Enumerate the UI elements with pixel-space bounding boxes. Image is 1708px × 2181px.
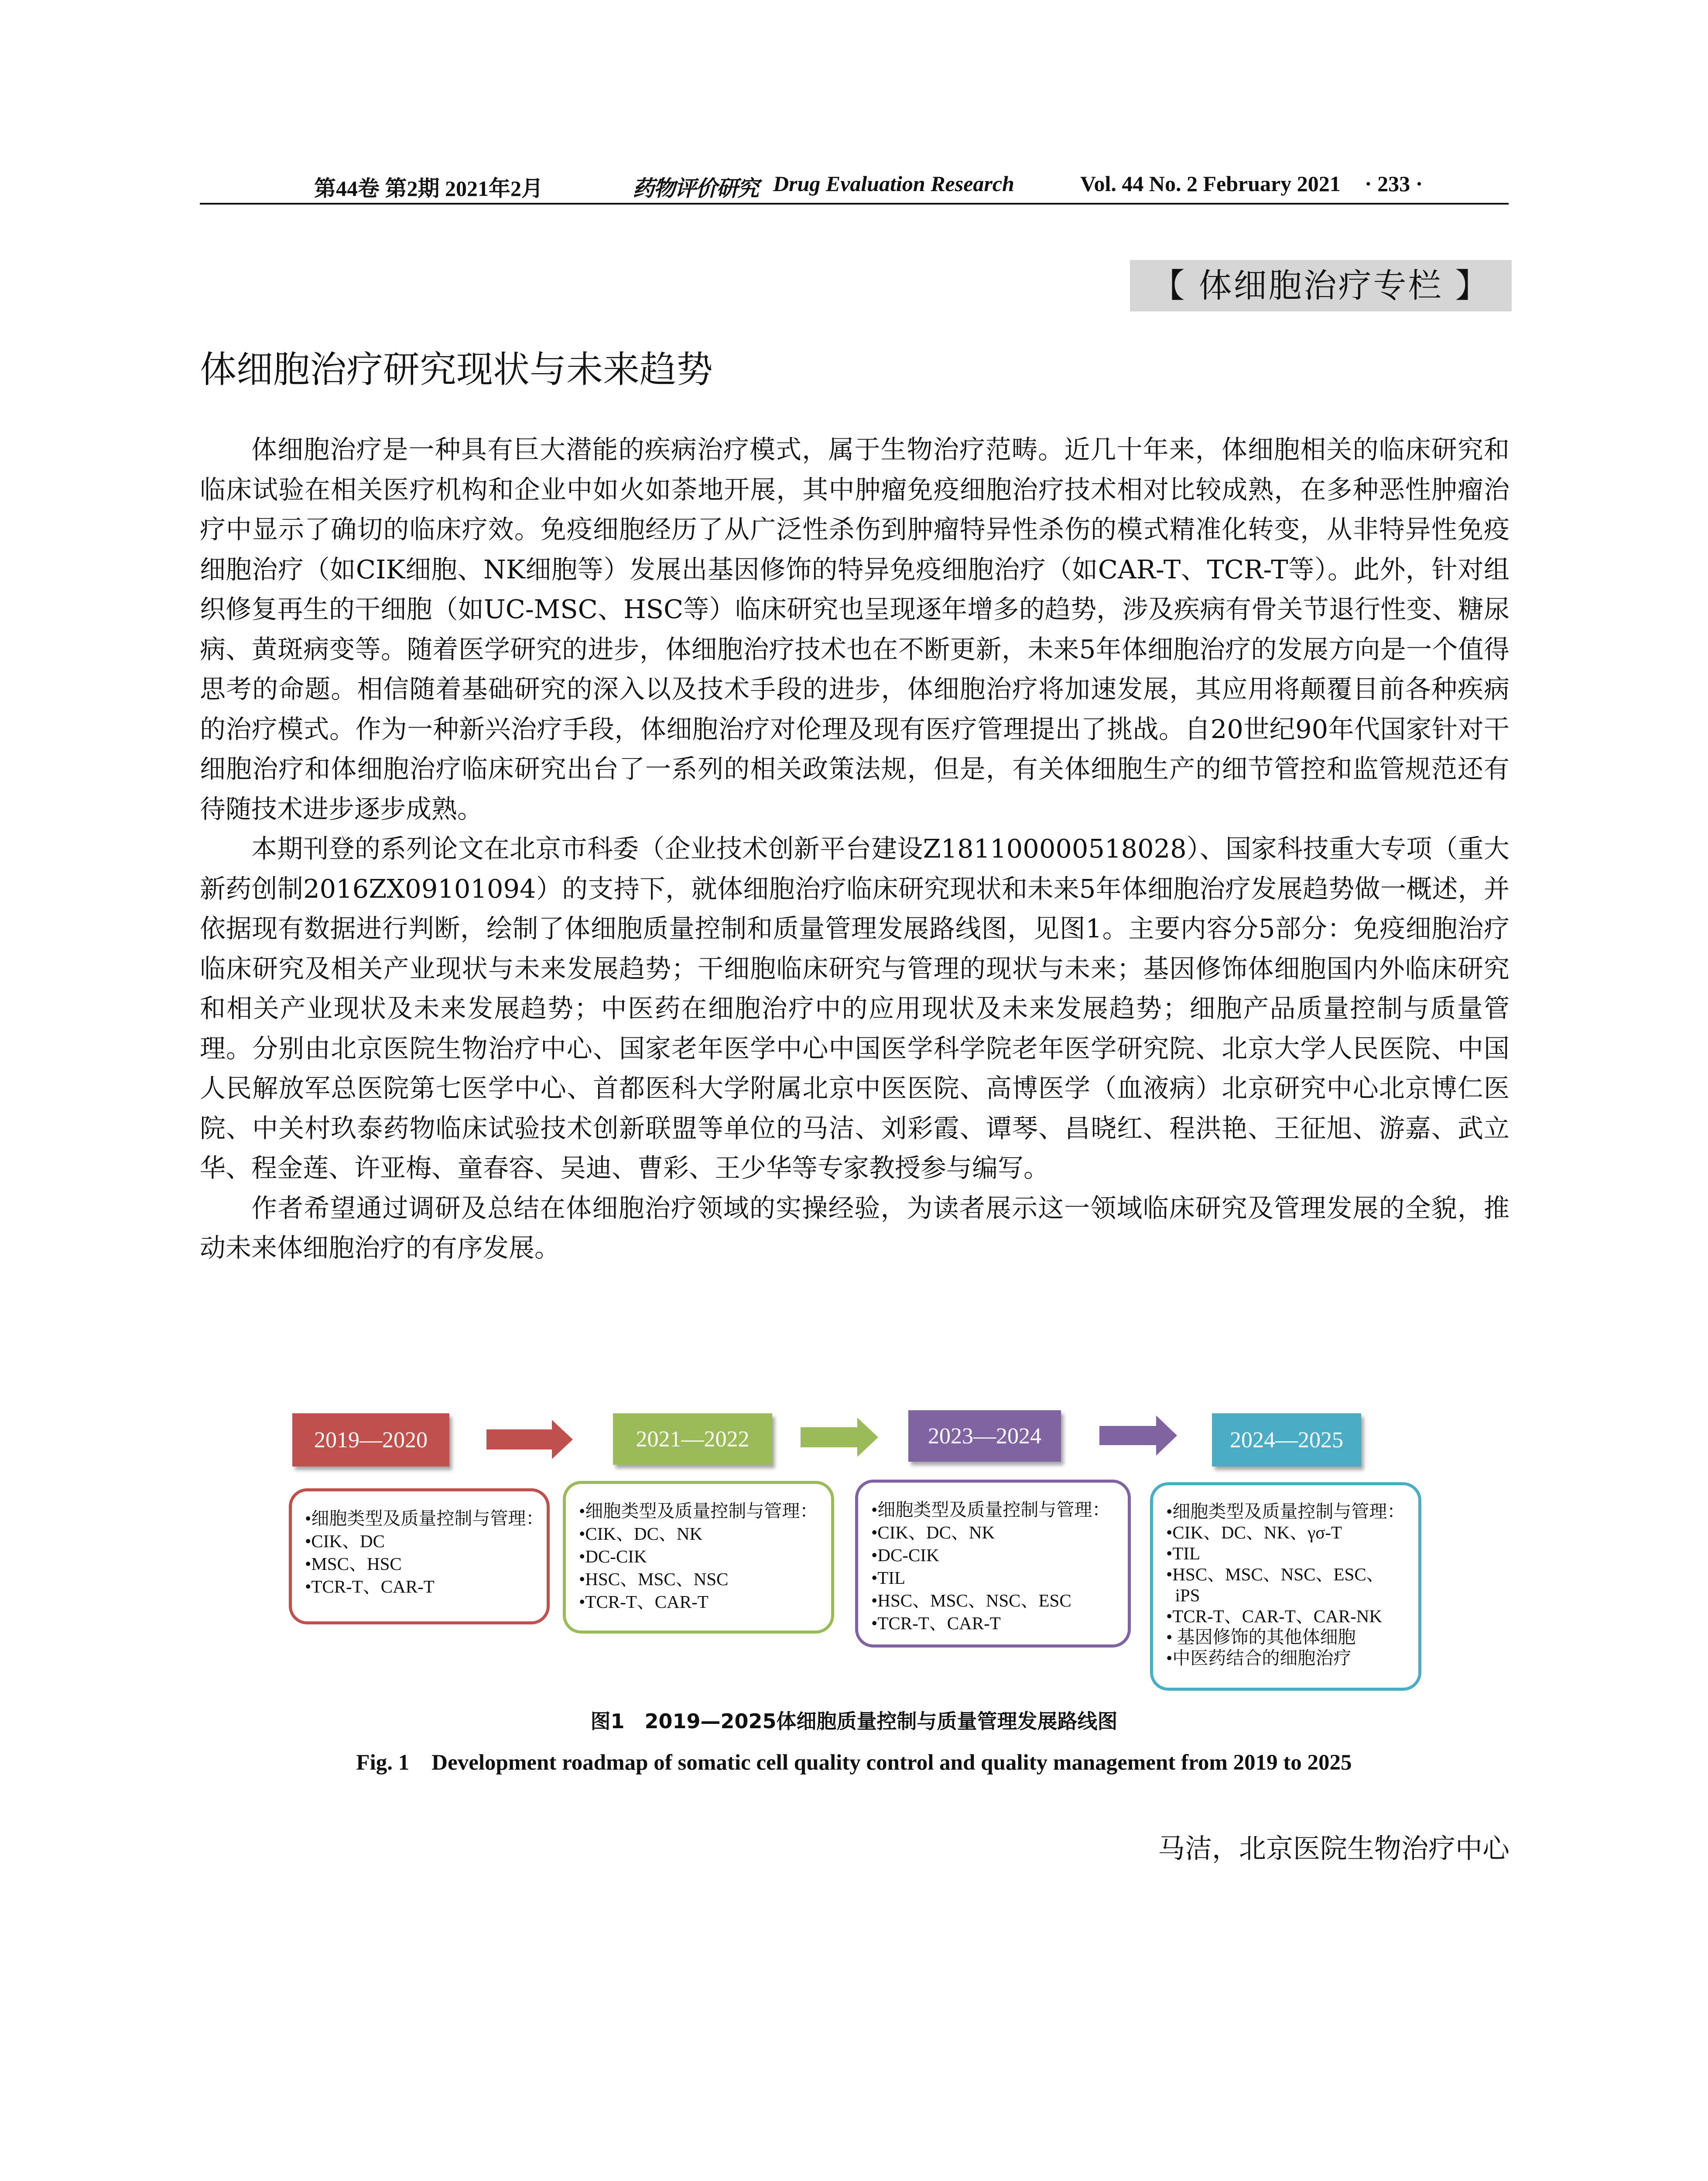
card-item: iPS [1166,1585,1200,1605]
card-item: •CIK、DC、NK [871,1522,995,1542]
card-item: •TCR-T、CAR-T、CAR-NK [1166,1606,1382,1626]
card-item: •TCR-T、CAR-T [579,1592,709,1612]
card-item: •TCR-T、CAR-T [305,1576,435,1596]
journal-logo: 药物评价研究 [633,176,758,201]
card-item: •HSC、MSC、NSC、ESC [871,1590,1071,1610]
card-item: •HSC、MSC、NSC、ESC、 [1166,1564,1384,1584]
stage-card-2019-2020 [289,1488,550,1624]
column-tag: 【 体细胞治疗专栏 】 [1130,260,1512,311]
card-item: • 基因修饰的其他体细胞 [1166,1627,1356,1647]
card-item: •细胞类型及质量控制与管理： [579,1501,818,1521]
period-label: 2023—2024 [928,1423,1041,1449]
figure-caption-en: Fig. 1 Development roadmap of somatic cell quality control and quality management from 2019 to 2025 [356,1750,1352,1775]
card-item: •CIK、DC [305,1531,385,1551]
page-number: · 233 · [1365,171,1423,196]
journal-name-en: Drug Evaluation Research [773,171,1014,196]
card-item: •细胞类型及质量控制与管理： [305,1508,544,1528]
issue-info: 第44卷 第2期 2021年2月 [314,176,543,201]
card-item: •MSC、HSC [305,1554,402,1574]
card-item: •TIL [1166,1543,1201,1563]
period-label: 2021—2022 [636,1426,750,1452]
period-label: 2024—2025 [1230,1427,1343,1453]
header-rule [200,203,1509,205]
stage-card-2023-2024 [855,1480,1131,1648]
card-item: •CIK、DC、NK [579,1524,703,1544]
figure-caption-zh: 图1 2019—2025体细胞质量控制与质量管理发展路线图 [590,1709,1118,1733]
article-body [200,430,1509,1268]
card-item: •TIL [871,1568,906,1588]
period-label: 2019—2020 [314,1427,428,1453]
card-item: •TCR-T、CAR-T [871,1613,1001,1633]
card-item: •细胞类型及质量控制与管理： [871,1500,1110,1520]
card-item: •CIK、DC、NK、γσ-T [1166,1522,1342,1542]
period-box-2019-2020 [292,1413,449,1467]
article-title: 体细胞治疗研究现状与未来趋势 [200,348,713,391]
stage-card-2024-2025 [1150,1482,1421,1691]
paragraph-3: 作者希望通过调研及总结在体细胞治疗领域的实操经验，为读者展示这一领域临床研究及管理发展的全貌，推动未来体细胞治疗的有序发展。 [200,1193,1509,1263]
arrow-right-icon [1099,1415,1178,1456]
period-box-2023-2024 [908,1410,1061,1462]
paragraph-1: 体细胞治疗是一种具有巨大潜能的疾病治疗模式，属于生物治疗范畴。近几十年来，体细胞相关的临床研究和临床试验在相关医疗机构和企业中如火如荼地开展，其中肿瘤免疫细胞治疗技术相对比较成熟，在多种恶性肿瘤治疗中显示了确切的临床疗效。免疫细胞经历了从广泛性杀伤到肿瘤特异性杀伤的模式精准化转变，从非特异性免疫细胞治疗（如CIK细胞、NK细胞等）发展出基因修饰的特异免疫细胞治疗（如CAR-T、TCR-T等）。此外，针对组织修复再生的干细胞（如UC-MSC、HSC等）临床研究也呈现逐年增多的趋势，涉及疾病有骨关节退行性变、糖尿病、黄斑病变等。随着医学研究的进步，体细胞治疗技术也在不断更新，未来5年体细胞治疗的发展方向是一个值得思考的命题。相信随着基础研究的深入以及技术手段的进步，体细胞治疗将加速发展，其应用将颠覆目前各种疾病的治疗模式。作为一种新兴治疗手段，体细胞治疗对伦理及现有医疗管理提出了挑战。自20世纪90年代国家针对干细胞治疗和体细胞治疗临床研究出台了一系列的相关政策法规，但是，有关体细胞生产的细节管控和监管规范还有待随技术进步逐步成熟。 [200,434,1509,824]
volume-info-en: Vol. 44 No. 2 February 2021 [1080,171,1341,196]
card-item: •中医药结合的细胞治疗 [1166,1648,1352,1668]
arrow-right-icon [486,1420,574,1459]
card-item: •HSC、MSC、NSC [579,1569,729,1589]
author-affiliation: 马洁，北京医院生物治疗中心 [1157,1832,1509,1864]
stage-card-2021-2022 [563,1481,834,1634]
paragraph-2: 本期刊登的系列论文在北京市科委（企业技术创新平台建设Z181100000518028）、国家科技重大专项（重大新药创制2016ZX09101094）的支持下，就体细胞治疗临床研究现状和未来5年体细胞治疗发展趋势做一概述，并依据现有数据进行判断，绘制了体细胞质量控制和质量管理发展路线图，见图1。主要内容分5部分：免疫细胞治疗临床研究及相关产业现状与未来发展趋势；干细胞临床研究与管理的现状与未来；基因修饰体细胞国内外临床研究和相关产业现状及未来发展趋势；中医药在细胞治疗中的应用现状及未来发展趋势；细胞产品质量控制与质量管理。分别由北京医院生物治疗中心、国家老年医学中心中国医学科学院老年医学研究院、北京大学人民医院、中国人民解放军总医院第七医学中心、首都医科大学附属北京中医医院、高博医学（血液病）北京研究中心北京博仁医院、中关村玖泰药物临床试验技术创新联盟等单位的马洁、刘彩霞、谭琴、昌晓红、程洪艳、王征旭、游嘉、武立华、程金莲、许亚梅、童春容、吴迪、曹彩、王少华等专家教授参与编写。 [200,834,1509,1183]
period-box-2024-2025 [1212,1413,1361,1467]
arrow-right-icon [801,1418,879,1457]
card-item: •DC-CIK [871,1545,939,1565]
card-item: •DC-CIK [579,1546,647,1566]
card-item: •细胞类型及质量控制与管理： [1166,1501,1405,1521]
period-box-2021-2022 [613,1413,772,1465]
running-header [200,171,1509,206]
